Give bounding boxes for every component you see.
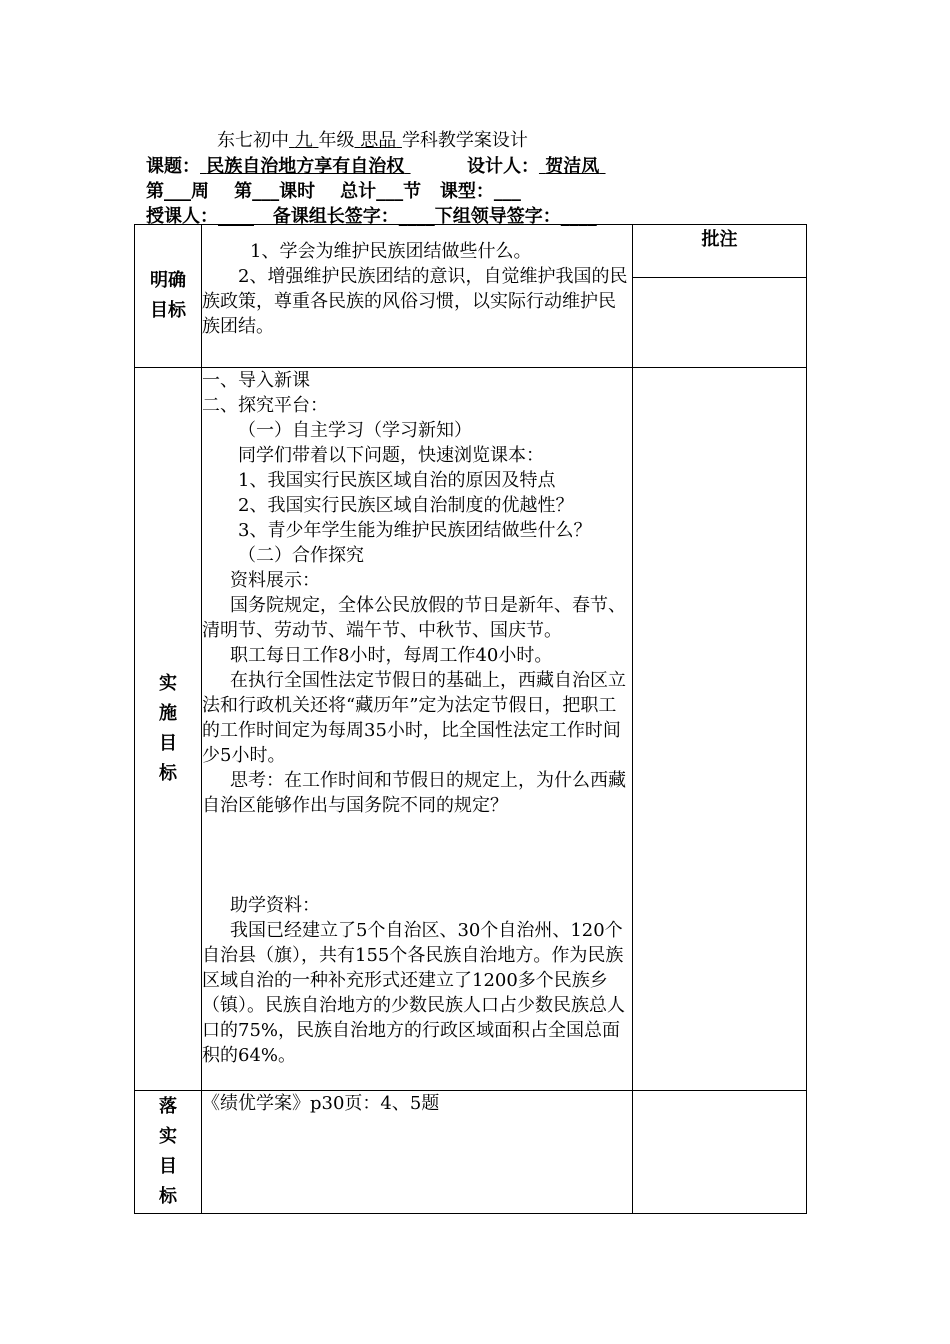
signature-line: 授课人：____ 备课组长签字：____下组领导签字：____ <box>146 206 597 227</box>
notes-cell-objectives <box>633 278 807 368</box>
designer-label: 设计人： <box>466 156 539 177</box>
school-name: 东七初中 <box>217 130 289 151</box>
subject-value: 思品 <box>360 130 397 151</box>
schedule-line: 第___周 第___课时 总计___节 课型：___ <box>146 181 521 202</box>
title-suffix: 学科教学案设计 <box>401 130 528 151</box>
topic-label: 课题： <box>146 156 200 177</box>
grade-value: 九 <box>294 130 313 151</box>
topic-value: 民族自治地方享有自治权 <box>206 156 405 177</box>
document-title <box>217 126 528 152</box>
notes-cell-implementation <box>633 368 807 1091</box>
notes-cell-practice <box>633 1091 807 1214</box>
topic-line <box>146 152 606 178</box>
objectives-content: 1、学会为维护民族团结做些什么。 2、增强维护民族团结的意识，自觉维护我国的民族政策，尊重各民族的风俗习惯，以实际行动维护民族团结。 <box>202 225 633 368</box>
table-row-objectives <box>135 225 807 278</box>
lesson-plan-table <box>134 224 807 1214</box>
label-implementation: 实 施 目 标 <box>135 368 202 1091</box>
label-objectives: 明确 目标 <box>135 225 202 368</box>
table-row-practice <box>135 1091 807 1214</box>
designer-value: 贺洁凤 <box>545 156 600 177</box>
label-practice: 落 实 目 标 <box>135 1091 202 1214</box>
grade-suffix: 年级 <box>318 130 355 151</box>
practice-content: 《绩优学案》p30页：4、5题 <box>202 1091 633 1214</box>
table-row-implementation <box>135 368 807 1091</box>
notes-header: 批注 <box>633 225 807 278</box>
implementation-content: 一、导入新课 二、探究平台： （一）自主学习（学习新知） 同学们带着以下问题，快速浏览课本： 1、我国实行民族区域自治的原因及特点 2、我国实行民族区域自治制度的优越性？ 3、青少年学生能为维护民族团结做些什么？ （二）合作探究 资料展示： 国务院规定，全体公民放假的节日是新年、春节、清明节、劳动节、端午节、中秋节、国庆节。 职工每日工作8小时，每周工作40小时。 在执行全国性法定节假日的基础上，西藏自治区立法和行政机关还将“藏历年”定为法定节假日，把职工的工作时间定为每周35小时，比全国性法定工作时间少5小时。 思考：在工作时间和节假日的规定上，为什么西藏自治区能够作出与国务院不同的规定？ 助学资料： 我国已经建立了5个自治区、30个自治州、120个自治县（旗），共有155个各民族自治地方。作为民族区域自治的一种补充形式还建立了1200多个民族乡（镇）。民族自治地方的少数民族人口占少数民族总人口的75%，民族自治地方的行政区域面积占全国总面积的64%。 <box>202 368 633 1091</box>
